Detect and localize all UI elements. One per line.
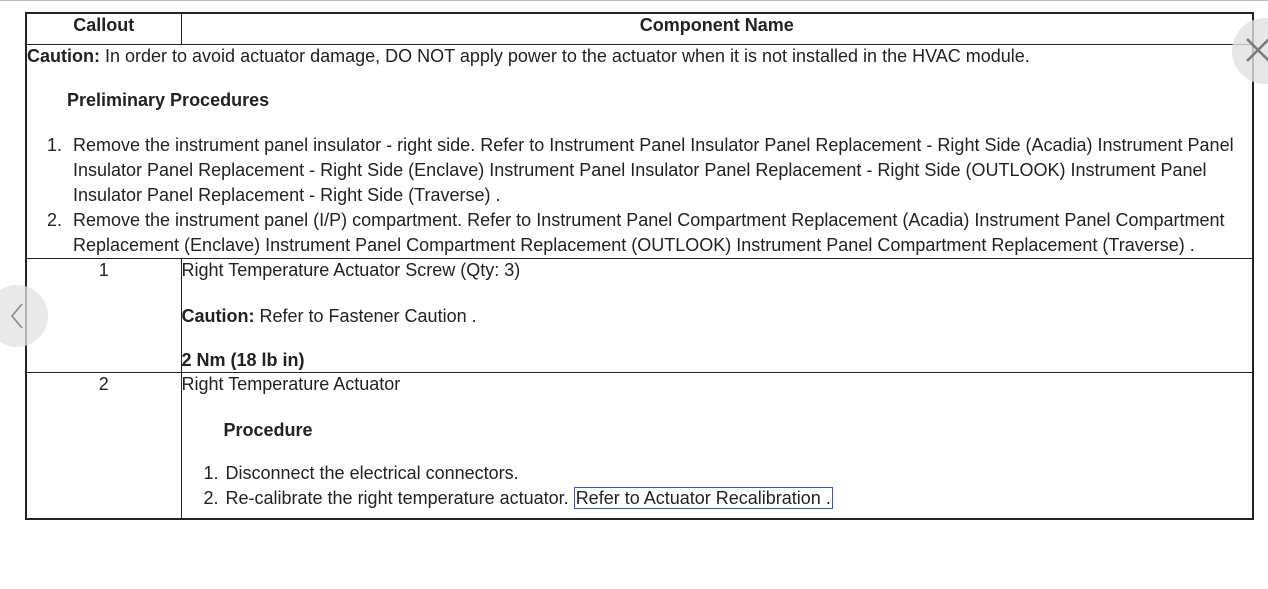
preliminary-title: Preliminary Procedures [67,90,270,110]
caution-text: Refer to Fastener Caution . [254,306,477,326]
actuator-recalibration-link[interactable]: Refer to Actuator Recalibration . [575,488,831,508]
procedure-steps [182,461,1253,511]
component-name-header: Component Name [181,13,1253,45]
component-name: Right Temperature Actuator Screw (Qty: 3) [181,260,521,280]
component-cell [181,259,1253,373]
table-row [26,259,1253,373]
caution-text: In order to avoid actuator damage, DO NOT apply power to the actuator when it is not installed in the HVAC module. [99,46,1030,66]
preliminary-step: 2. Remove the instrument panel (I/P) compartment. Refer to Instrument Panel Compartment Replacement (Acadia) Instrument Panel Compartment Replacement (Enclave) Instrument Panel Compartment Replacement (OUTLOOK) Instrument Panel Compartment Replacement (Traverse) . [67,208,1252,258]
callout-header: Callout [26,13,181,45]
preliminary-step: 1. Remove the instrument panel insulator - right side. Refer to Instrument Panel Insulator Panel Replacement - Right Side (Acadia) Instrument Panel Insulator Panel Replacement - Right Side (Enclave) Instrument Panel Insulator Panel Replacement - Right Side (OUTLOOK) Instrument Panel Insulator Panel Replacement - Right Side (Traverse) . [67,133,1252,208]
procedure-step [224,486,1253,511]
close-icon [1244,36,1268,64]
table-header-row [26,13,1253,45]
procedure-step-text: Re-calibrate the right temperature actuator. [225,488,574,508]
table-row [26,373,1253,520]
caution-label: Caution: [181,306,255,326]
preliminary-cell [26,45,1253,259]
callout-number: 2 [26,373,181,520]
top-divider [0,0,1268,1]
callout-number: 1 [26,259,181,373]
procedure-step: 1. Disconnect the electrical connectors. [224,461,1253,486]
caution-label: Caution: [27,46,100,66]
component-cell [181,373,1253,520]
torque-spec: 2 Nm (18 lb in) [181,350,305,370]
preliminary-steps [27,133,1252,258]
fastener-caution [182,305,1253,327]
chevron-left-icon [10,303,24,329]
procedure-title: Procedure [223,420,313,440]
caution-note [27,45,1252,71]
component-name: Right Temperature Actuator [181,374,401,394]
component-table [25,12,1254,520]
preliminary-row [26,45,1253,259]
